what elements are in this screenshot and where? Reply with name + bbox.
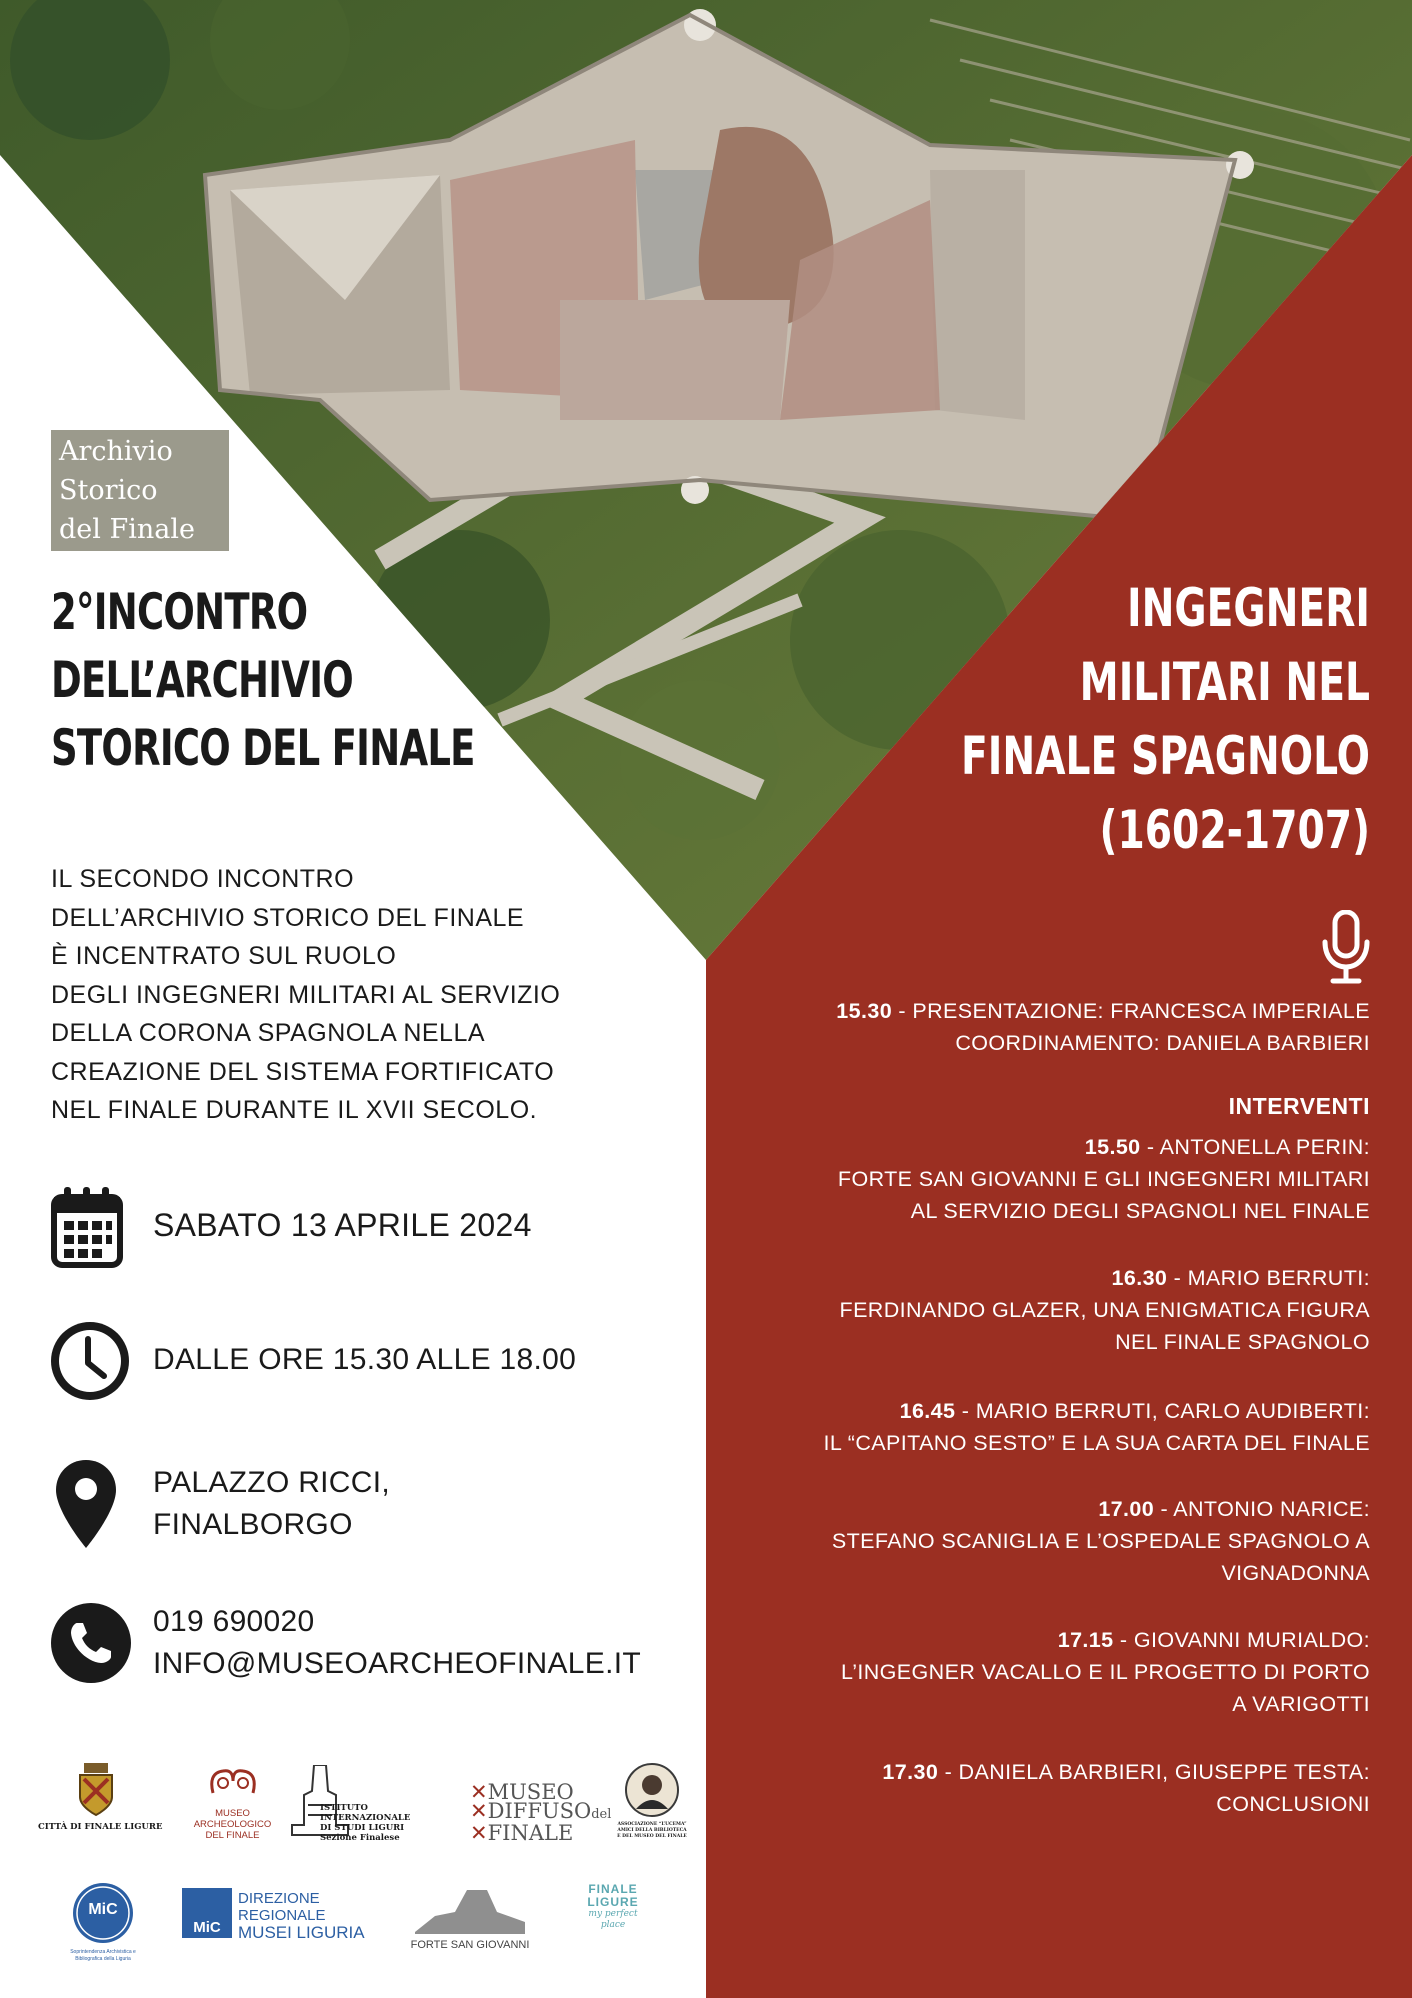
talk-title: A VARIGOTTI	[1232, 1692, 1370, 1716]
event-title-line-3: FINALE SPAGNOLO	[960, 726, 1370, 787]
opening-coordination: COORDINAMENTO: DANIELA BARBIERI	[955, 1031, 1370, 1055]
talk-title: VIGNADONNA	[1221, 1561, 1370, 1585]
forte-san-giovanni-logo	[405, 1882, 535, 1951]
event-title	[810, 572, 1370, 868]
event-title-line-4: (1602-1707)	[1099, 800, 1370, 861]
intro-line: È INCENTRATO SUL RUOLO	[51, 942, 397, 970]
time-row	[51, 1322, 671, 1402]
talk-speaker: - ANTONIO NARICE:	[1154, 1497, 1370, 1521]
location-pin-icon	[56, 1460, 128, 1550]
talk-title: AL SERVIZIO DEGLI SPAGNOLI NEL FINALE	[910, 1199, 1370, 1223]
direzione-line-2: REGIONALE	[238, 1907, 326, 1924]
talk-title: NEL FINALE SPAGNOLO	[1115, 1330, 1370, 1354]
intro-line: CREAZIONE DEL SISTEMA FORTIFICATO	[51, 1057, 555, 1086]
associazione-logo	[612, 1763, 692, 1840]
talk-title: STEFANO SCANIGLIA E L’OSPEDALE SPAGNOLO A	[831, 1529, 1370, 1553]
event-time: DALLE ORE 15.30 ALLE 18.00	[153, 1343, 577, 1376]
phone-number[interactable]: 019 690020	[153, 1605, 315, 1638]
talk-item	[670, 1395, 1370, 1459]
direzione-mic-label: MiC	[193, 1919, 221, 1936]
museo-diffuso-line-2: DIFFUSO	[487, 1799, 592, 1823]
badge-line-2: Storico	[59, 475, 158, 506]
forte-label: FORTE SAN GIOVANNI	[410, 1939, 530, 1951]
istituto-line-3: DI STUDI LIGURI	[320, 1823, 405, 1833]
direzione-mic-badge	[182, 1888, 232, 1938]
finale-line-1: FINALE	[588, 1882, 638, 1896]
finale-ligure-logo	[578, 1883, 648, 1931]
museo-diffuso-line-3: FINALE	[487, 1821, 574, 1845]
assoc-line-2: AMICI DELLA BIBLIOTECA	[617, 1828, 687, 1833]
main-title-line-2: DELL’ARCHIVIO	[51, 651, 353, 709]
istituto-line-4: Sezione Finalese	[320, 1833, 400, 1843]
event-date: SABATO 13 APRILE 2024	[153, 1207, 532, 1243]
contact-info	[153, 1601, 641, 1685]
talk-item	[670, 1624, 1370, 1720]
email-address[interactable]: INFO@MUSEOARCHEOFINALE.IT	[153, 1647, 641, 1680]
talk-time: 17.00	[1098, 1497, 1155, 1521]
event-place	[153, 1462, 390, 1546]
archive-badge	[51, 430, 229, 551]
talk-speaker: - ANTONELLA PERIN:	[1140, 1135, 1370, 1159]
talk-item	[670, 1262, 1370, 1358]
badge-line-3: del Finale	[59, 514, 195, 545]
talk-title: FORTE SAN GIOVANNI E GLI INGEGNERI MILITARI	[837, 1167, 1370, 1191]
mic-logo	[60, 1882, 146, 1963]
phone-icon	[51, 1603, 131, 1683]
museum-emblem-icon	[203, 1763, 263, 1803]
direzione-line-1: DIREZIONE	[238, 1890, 320, 1907]
finale-line-2: LIGURE	[587, 1895, 639, 1909]
clock-icon	[51, 1322, 129, 1400]
mic-label: MiC	[88, 1901, 118, 1918]
opening-time: 15.30	[836, 999, 893, 1023]
intro-line: DEGLI INGEGNERI MILITARI AL SERVIZIO	[51, 980, 561, 1009]
museo-arch-line-2: ARCHEOLOGICO	[193, 1819, 272, 1830]
coat-of-arms-icon	[76, 1763, 116, 1817]
istituto-line-1: ISTITUTO	[320, 1803, 368, 1813]
finale-slogan: my perfect place	[588, 1909, 638, 1930]
istituto-line-2: INTERNAZIONALE	[320, 1813, 411, 1823]
calendar-icon	[51, 1185, 123, 1269]
intro-line: IL SECONDO INCONTRO	[51, 865, 355, 893]
museo-diffuso-logo: ✕MUSEO ✕DIFFUSOdel ✕FINALE	[470, 1780, 612, 1845]
intro-line: DELLA CORONA SPAGNOLA NELLA	[51, 1019, 486, 1047]
opening-presenter: - PRESENTAZIONE: FRANCESCA IMPERIALE	[892, 999, 1370, 1023]
badge-line-1: Archivio	[59, 436, 173, 467]
talk-title: IL “CAPITANO SESTO” E LA SUA CARTA DEL FINALE	[823, 1431, 1370, 1455]
direzione-line-3: MUSEI LIGURIA	[238, 1923, 365, 1942]
talk-item	[670, 1493, 1370, 1589]
museo-diffuso-del: del	[591, 1807, 612, 1822]
event-title-line-2: MILITARI NEL	[1079, 652, 1370, 713]
talk-item	[670, 1756, 1370, 1820]
program-opening	[670, 995, 1370, 1059]
mic-subtitle: Soprintendenza Archivistica e Bibliografica della Liguria	[70, 1949, 136, 1962]
museo-arch-line-3: DEL FINALE	[205, 1830, 260, 1841]
talk-speaker: - DANIELA BARBIERI, GIUSEPPE TESTA:	[938, 1760, 1370, 1784]
comune-logo	[38, 1763, 163, 1832]
interventi-heading: INTERVENTI	[1228, 1093, 1370, 1119]
date-row	[51, 1185, 671, 1265]
talk-item	[670, 1131, 1370, 1227]
assoc-line-1: ASSOCIAZIONE “L’UCEMA”	[617, 1822, 687, 1827]
talk-title: L’INGEGNER VACALLO E IL PROGETTO DI PORTO	[841, 1660, 1370, 1684]
talk-title: FERDINANDO GLAZER, UNA ENIGMATICA FIGURA	[839, 1298, 1370, 1322]
microphone-icon	[1322, 910, 1370, 984]
talk-time: 16.45	[899, 1399, 956, 1423]
main-title	[51, 578, 475, 782]
portrait-medallion-icon	[625, 1763, 679, 1817]
assoc-line-3: E DEL MUSEO DEL FINALE	[617, 1834, 687, 1839]
comune-name: CITTÀ DI FINALE LIGURE	[38, 1822, 163, 1832]
talk-time: 17.30	[882, 1760, 939, 1784]
museo-arch-line-1: MUSEO	[215, 1808, 250, 1819]
talk-time: 16.30	[1111, 1266, 1168, 1290]
main-title-line-1: 2°INCONTRO	[51, 583, 308, 641]
fortress-silhouette-icon	[415, 1882, 525, 1934]
talk-time: 15.50	[1084, 1135, 1141, 1159]
talk-title: CONCLUSIONI	[1216, 1792, 1370, 1816]
talk-time: 17.15	[1057, 1628, 1114, 1652]
main-title-line-3: STORICO DEL FINALE	[51, 719, 475, 777]
intro-line: DELL’ARCHIVIO STORICO DEL FINALE	[51, 903, 525, 932]
museo-archeologico-logo	[175, 1763, 290, 1841]
place-line-1: PALAZZO RICCI,	[153, 1466, 391, 1499]
talk-speaker: - GIOVANNI MURIALDO:	[1113, 1628, 1370, 1652]
event-title-line-1: INGEGNERI	[1126, 578, 1370, 639]
talk-speaker: - MARIO BERRUTI, CARLO AUDIBERTI:	[955, 1399, 1370, 1423]
intro-line: NEL FINALE DURANTE IL XVII SECOLO.	[51, 1096, 538, 1124]
location-row	[51, 1458, 671, 1558]
contact-row	[51, 1598, 671, 1698]
place-line-2: FINALBORGO	[153, 1508, 353, 1541]
intro-paragraph	[51, 860, 671, 1130]
talk-speaker: - MARIO BERRUTI:	[1167, 1266, 1370, 1290]
museo-diffuso-line-1: MUSEO	[487, 1780, 574, 1804]
